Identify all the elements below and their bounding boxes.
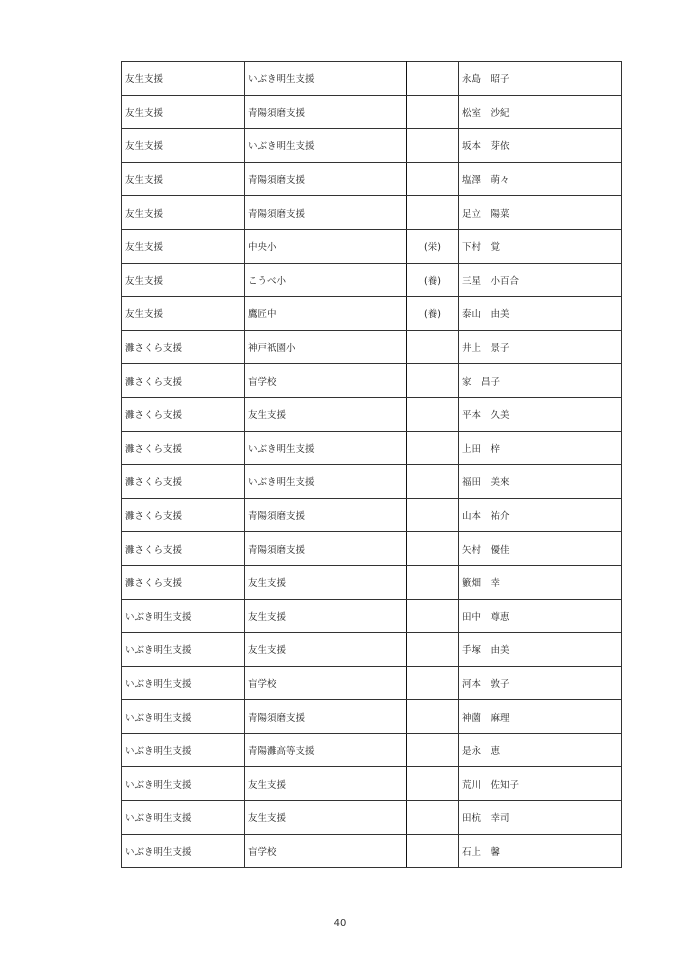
note-cell	[407, 733, 459, 767]
from-school-cell: 友生支援	[122, 62, 245, 96]
from-school-cell: 友生支援	[122, 95, 245, 129]
note-cell	[407, 565, 459, 599]
from-school-cell: 灘さくら支援	[122, 397, 245, 431]
note-cell	[407, 498, 459, 532]
from-school-cell: いぶき明生支援	[122, 801, 245, 835]
name-cell: 平本 久美	[459, 397, 622, 431]
name-cell: 福田 美來	[459, 465, 622, 499]
table-row	[122, 834, 622, 868]
note-cell	[407, 465, 459, 499]
to-school-cell: 友生支援	[245, 767, 407, 801]
table-row	[122, 62, 622, 96]
to-school-cell: 青陽須磨支援	[245, 700, 407, 734]
to-school-cell: 友生支援	[245, 633, 407, 667]
table-row	[122, 733, 622, 767]
from-school-cell: 灘さくら支援	[122, 465, 245, 499]
to-school-cell: 神戸祇園小	[245, 330, 407, 364]
table-row	[122, 599, 622, 633]
from-school-cell: いぶき明生支援	[122, 700, 245, 734]
name-cell: 神薗 麻理	[459, 700, 622, 734]
table-row	[122, 565, 622, 599]
note-cell	[407, 532, 459, 566]
note-cell	[407, 95, 459, 129]
note-cell	[407, 801, 459, 835]
name-cell: 泰山 由美	[459, 297, 622, 331]
to-school-cell: 盲学校	[245, 364, 407, 398]
to-school-cell: 中央小	[245, 229, 407, 263]
table-row	[122, 532, 622, 566]
note-cell: (養)	[407, 263, 459, 297]
to-school-cell: 盲学校	[245, 666, 407, 700]
name-cell: 永島 昭子	[459, 62, 622, 96]
note-cell	[407, 599, 459, 633]
name-cell: 荒川 佐知子	[459, 767, 622, 801]
name-cell: 上田 梓	[459, 431, 622, 465]
table-row	[122, 263, 622, 297]
from-school-cell: 灘さくら支援	[122, 532, 245, 566]
from-school-cell: 友生支援	[122, 162, 245, 196]
to-school-cell: 友生支援	[245, 565, 407, 599]
table-row	[122, 767, 622, 801]
to-school-cell: 鷹匠中	[245, 297, 407, 331]
note-cell	[407, 431, 459, 465]
table-row	[122, 498, 622, 532]
table-row	[122, 801, 622, 835]
table-row	[122, 465, 622, 499]
from-school-cell: いぶき明生支援	[122, 733, 245, 767]
note-cell	[407, 834, 459, 868]
from-school-cell: 友生支援	[122, 229, 245, 263]
table-body	[122, 62, 622, 868]
to-school-cell: 青陽灘高等支援	[245, 733, 407, 767]
note-cell: (栄)	[407, 229, 459, 263]
from-school-cell: いぶき明生支援	[122, 767, 245, 801]
staff-transfer-table	[121, 61, 622, 868]
table-row	[122, 431, 622, 465]
to-school-cell: 青陽須磨支援	[245, 196, 407, 230]
to-school-cell: 友生支援	[245, 397, 407, 431]
note-cell	[407, 767, 459, 801]
table-row	[122, 330, 622, 364]
from-school-cell: 灘さくら支援	[122, 431, 245, 465]
note-cell	[407, 162, 459, 196]
from-school-cell: 灘さくら支援	[122, 498, 245, 532]
table-row	[122, 364, 622, 398]
to-school-cell: 青陽須磨支援	[245, 498, 407, 532]
name-cell: 河本 敦子	[459, 666, 622, 700]
to-school-cell: いぶき明生支援	[245, 62, 407, 96]
note-cell	[407, 397, 459, 431]
to-school-cell: こうべ小	[245, 263, 407, 297]
from-school-cell: 友生支援	[122, 263, 245, 297]
to-school-cell: 盲学校	[245, 834, 407, 868]
name-cell: 田杭 幸司	[459, 801, 622, 835]
to-school-cell: 青陽須磨支援	[245, 95, 407, 129]
name-cell: 坂本 芽依	[459, 129, 622, 163]
note-cell: (養)	[407, 297, 459, 331]
note-cell	[407, 330, 459, 364]
from-school-cell: 灘さくら支援	[122, 364, 245, 398]
name-cell: 矢村 優佳	[459, 532, 622, 566]
table-row	[122, 229, 622, 263]
name-cell: 井上 景子	[459, 330, 622, 364]
name-cell: 松室 沙紀	[459, 95, 622, 129]
page-number: 40	[333, 918, 347, 929]
name-cell: 足立 陽菜	[459, 196, 622, 230]
table-row	[122, 129, 622, 163]
note-cell	[407, 633, 459, 667]
note-cell	[407, 700, 459, 734]
from-school-cell: いぶき明生支援	[122, 666, 245, 700]
table-row	[122, 700, 622, 734]
note-cell	[407, 129, 459, 163]
table-row	[122, 633, 622, 667]
to-school-cell: 青陽須磨支援	[245, 532, 407, 566]
from-school-cell: 灘さくら支援	[122, 565, 245, 599]
table-row	[122, 95, 622, 129]
from-school-cell: 友生支援	[122, 196, 245, 230]
name-cell: 下村 覚	[459, 229, 622, 263]
name-cell: 山本 祐介	[459, 498, 622, 532]
name-cell: 是永 恵	[459, 733, 622, 767]
name-cell: 三星 小百合	[459, 263, 622, 297]
table-row	[122, 666, 622, 700]
from-school-cell: いぶき明生支援	[122, 834, 245, 868]
name-cell: 籔畑 幸	[459, 565, 622, 599]
name-cell: 家 昌子	[459, 364, 622, 398]
name-cell: 手塚 由美	[459, 633, 622, 667]
table-row	[122, 196, 622, 230]
to-school-cell: 友生支援	[245, 801, 407, 835]
from-school-cell: 友生支援	[122, 297, 245, 331]
from-school-cell: 灘さくら支援	[122, 330, 245, 364]
from-school-cell: いぶき明生支援	[122, 599, 245, 633]
table-row	[122, 297, 622, 331]
to-school-cell: いぶき明生支援	[245, 465, 407, 499]
from-school-cell: 友生支援	[122, 129, 245, 163]
note-cell	[407, 666, 459, 700]
name-cell: 塩澤 萌々	[459, 162, 622, 196]
note-cell	[407, 364, 459, 398]
note-cell	[407, 62, 459, 96]
table-row	[122, 162, 622, 196]
name-cell: 石上 馨	[459, 834, 622, 868]
to-school-cell: 友生支援	[245, 599, 407, 633]
note-cell	[407, 196, 459, 230]
to-school-cell: いぶき明生支援	[245, 129, 407, 163]
name-cell: 田中 尊恵	[459, 599, 622, 633]
from-school-cell: いぶき明生支援	[122, 633, 245, 667]
to-school-cell: 青陽須磨支援	[245, 162, 407, 196]
to-school-cell: いぶき明生支援	[245, 431, 407, 465]
table-row	[122, 397, 622, 431]
